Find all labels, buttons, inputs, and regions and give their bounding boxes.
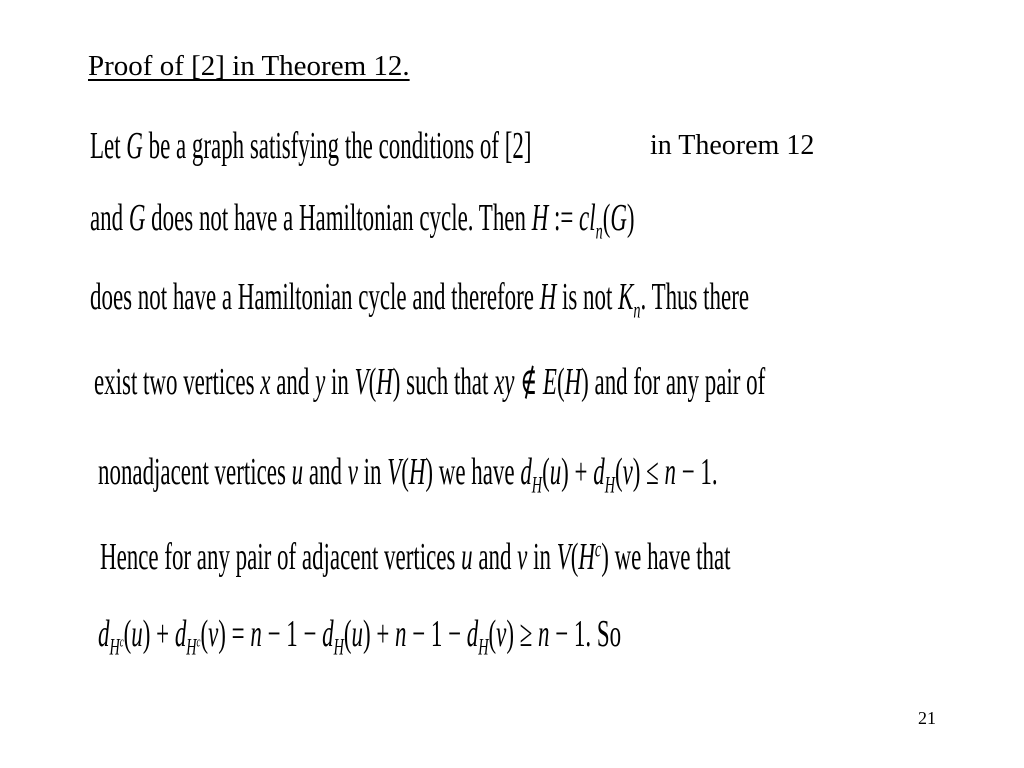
proof-text: nonadjacent vertices (98, 450, 292, 493)
theorem-reference-note: in Theorem 12 (650, 130, 815, 161)
proof-text: ) + (142, 612, 175, 655)
math-subscript: n (595, 218, 603, 245)
math-symbol: ∉ (514, 360, 543, 403)
math-var: H (376, 360, 393, 403)
math-var: d (520, 450, 532, 493)
math-var: V (354, 360, 369, 403)
proof-text: be a graph satisfying the conditions of [2] (142, 124, 532, 167)
math-var: d (322, 612, 334, 655)
math-var: H (531, 196, 549, 239)
proof-line-5 (98, 450, 718, 499)
math-symbol: ) ≥ (506, 612, 539, 655)
math-var: H (539, 275, 557, 318)
slide-title: Proof of [2] in Theorem 12. (88, 50, 410, 82)
math-var: u (351, 612, 363, 655)
math-var: n (250, 612, 262, 655)
proof-line-1 (90, 124, 531, 168)
proof-text: and (303, 450, 348, 493)
math-var: x (260, 360, 271, 403)
proof-text: Let (90, 124, 127, 167)
math-var: u (461, 535, 473, 578)
math-var: v (622, 450, 633, 493)
math-var: d (466, 612, 479, 655)
math-superscript: c (196, 632, 201, 651)
math-subscript: H (531, 472, 543, 499)
proof-text: ( (488, 612, 497, 655)
proof-text: in (357, 450, 388, 493)
proof-text: and (270, 360, 316, 403)
proof-text: := (548, 196, 580, 239)
math-subscript: H (109, 634, 120, 661)
math-superscript: c (594, 536, 602, 563)
proof-text: does not have a Hamiltonian cycle and therefore (90, 275, 540, 318)
math-var: V (387, 450, 402, 493)
math-var: V (556, 535, 571, 578)
proof-line-2 (90, 196, 635, 245)
math-var: v (517, 535, 528, 578)
proof-text: and (472, 535, 518, 578)
proof-text: is not (556, 275, 619, 318)
math-var: v (208, 612, 219, 655)
proof-text: − 1 − (261, 612, 323, 655)
math-subscript: H (186, 634, 197, 661)
math-var: v (347, 450, 358, 493)
math-var: G (126, 124, 143, 167)
math-var: G (128, 196, 146, 239)
page-number: 21 (918, 708, 936, 728)
proof-text: ) = (218, 612, 251, 655)
proof-text: . Thus there (640, 275, 750, 318)
math-subscript: H (333, 634, 344, 661)
proof-text: ) and for any pair of (581, 360, 766, 403)
math-var: G (610, 196, 627, 239)
math-var: d (98, 612, 110, 655)
proof-text: ) + (561, 450, 594, 493)
proof-text: and (90, 196, 129, 239)
math-var: E (542, 360, 557, 403)
math-var: n (538, 612, 550, 655)
math-subscript: H (604, 472, 615, 499)
math-var: u (549, 450, 562, 493)
math-subscript: n (633, 297, 641, 324)
proof-text: − 1. (675, 450, 718, 493)
math-var: v (496, 612, 507, 655)
proof-text: ) we have that (601, 535, 731, 578)
proof-line-3 (90, 275, 750, 324)
proof-text: in (325, 360, 355, 403)
math-var: K (618, 275, 634, 318)
proof-text: ( (123, 612, 132, 655)
math-var: H (408, 450, 426, 493)
math-var: H (578, 535, 595, 578)
proof-text: ) + (362, 612, 396, 655)
math-var: u (291, 450, 304, 493)
math-var: cl (579, 196, 596, 239)
proof-line-6 (100, 535, 731, 579)
proof-text: ( (542, 450, 550, 493)
math-var: xy (494, 360, 515, 403)
math-superscript: c (119, 632, 124, 651)
proof-text: ( (602, 196, 611, 239)
proof-line-4 (94, 360, 765, 404)
proof-text: ) such that (392, 360, 495, 403)
proof-text: exist two vertices (94, 360, 261, 403)
math-subscript: H (478, 634, 489, 661)
proof-text: ( (556, 360, 565, 403)
proof-text: in (527, 535, 557, 578)
proof-text: ( (343, 612, 352, 655)
proof-text: ) (626, 196, 635, 239)
proof-text: does not have a Hamiltonian cycle. Then (145, 196, 532, 239)
math-var: n (395, 612, 407, 655)
math-symbol: ) ≤ (632, 450, 665, 493)
proof-text: − 1 − (406, 612, 467, 655)
proof-text: ( (368, 360, 377, 403)
proof-text: Hence for any pair of adjacent vertices (100, 535, 462, 578)
math-var: u (131, 612, 143, 655)
proof-text: ( (614, 450, 623, 493)
proof-line-7 (98, 612, 622, 661)
math-var: y (315, 360, 326, 403)
math-var: d (593, 450, 605, 493)
proof-text: ( (200, 612, 209, 655)
proof-text: ( (570, 535, 579, 578)
math-var: H (564, 360, 582, 403)
proof-text: − 1. So (549, 612, 622, 655)
math-var: d (174, 612, 187, 655)
proof-text: ( (401, 450, 409, 493)
math-var: n (664, 450, 676, 493)
proof-text: ) we have (425, 450, 521, 493)
